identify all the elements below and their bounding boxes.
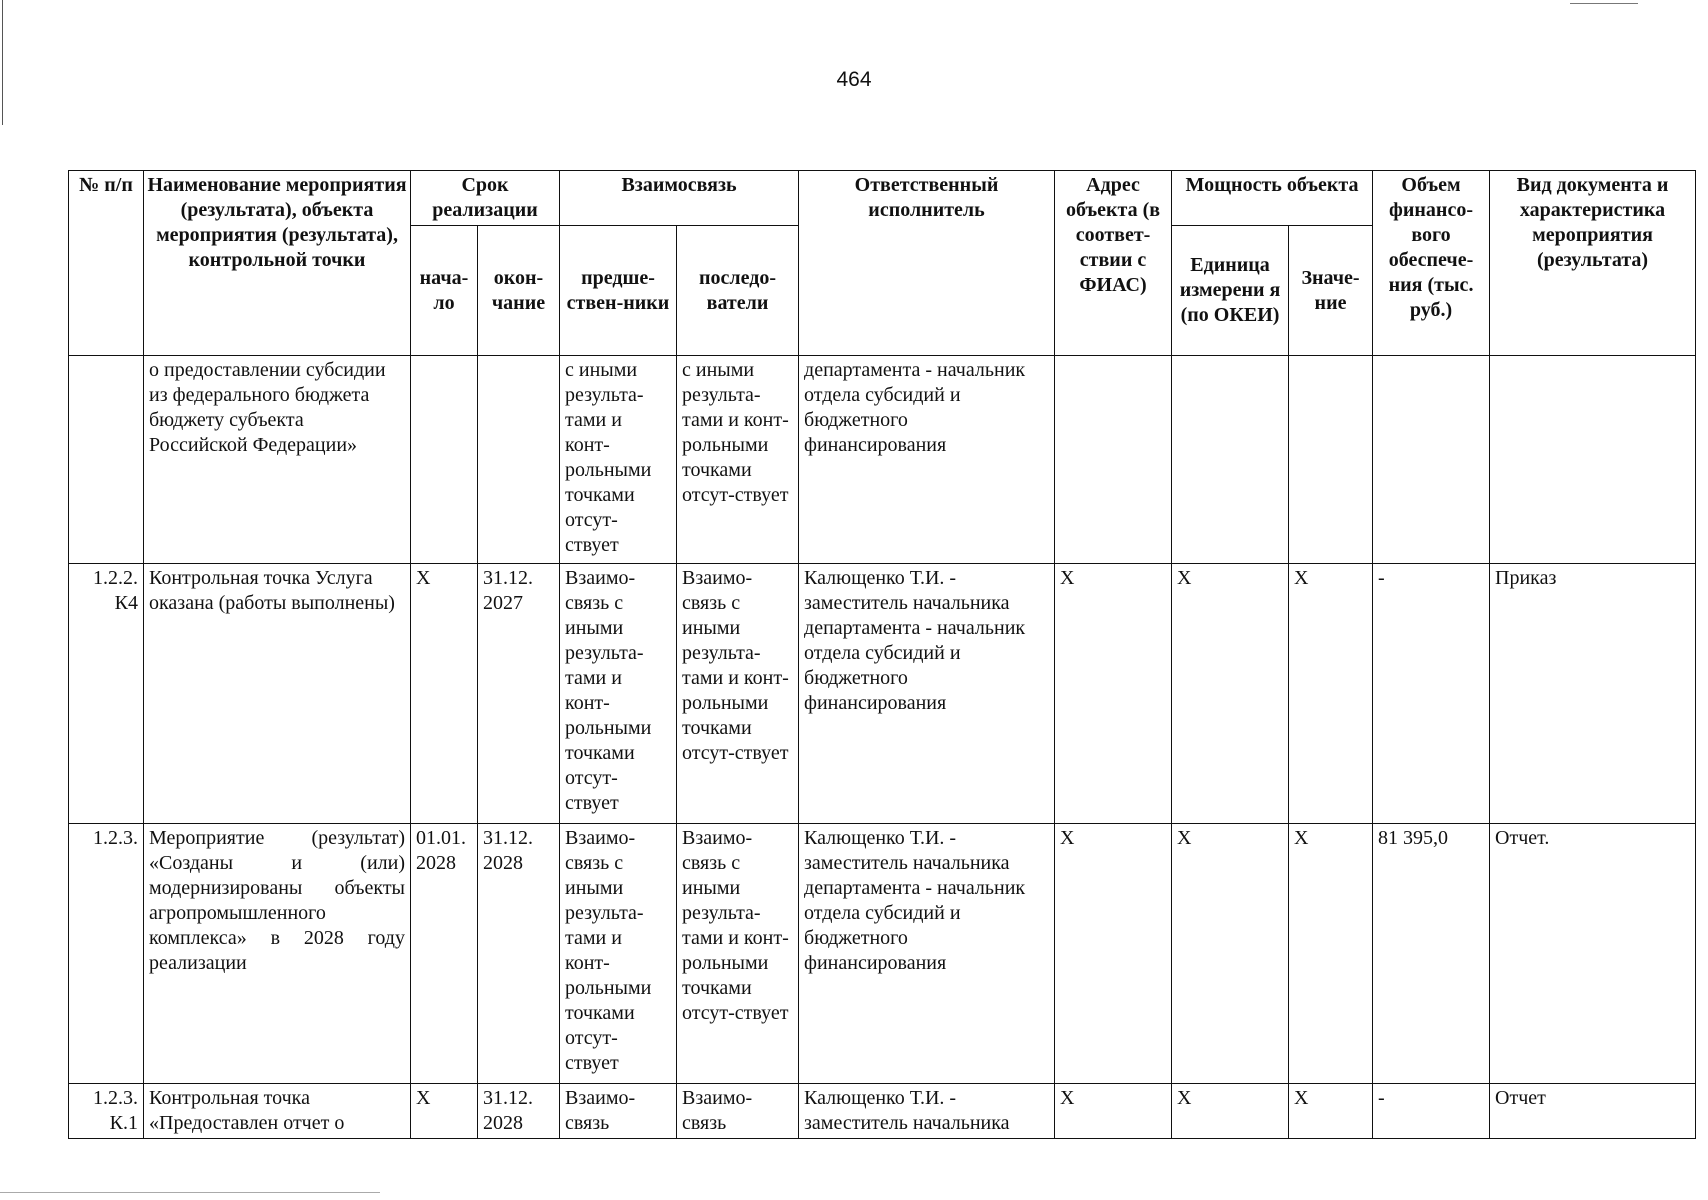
cell-finance	[1373, 356, 1490, 564]
table-row	[69, 356, 1696, 564]
cell-unit: X	[1172, 1084, 1289, 1139]
cell-value: X	[1289, 824, 1373, 1084]
cell-name: Контрольная точка Услуга оказана (работы выполнены)	[144, 564, 411, 824]
cell-value: X	[1289, 1084, 1373, 1139]
cell-responsible: Калющенко Т.И. - заместитель начальника	[799, 1084, 1055, 1139]
cell-finance: 81 395,0	[1373, 824, 1490, 1084]
cell-name: о предоставлении субсидии из федерального бюджета бюджету субъекта Российской Федерации»	[144, 356, 411, 564]
cell-prev: с иными результа-тами и конт-рольными точками отсут-ствует	[560, 356, 677, 564]
header-link-next: последо-ватели	[677, 226, 799, 356]
cell-num: 1.2.3. К.1	[69, 1084, 144, 1139]
header-finance: Объем финансо-вого обеспече-ния (тыс. руб.)	[1373, 171, 1490, 356]
cell-address: X	[1055, 1084, 1172, 1139]
scan-edge-top	[1570, 3, 1638, 4]
header-link: Взаимосвязь	[560, 171, 799, 226]
cell-next: Взаимо-связь	[677, 1084, 799, 1139]
cell-end	[478, 356, 560, 564]
cell-prev: Взаимо-связь с иными результа-тами и конт-рольными точками отсут-ствует	[560, 824, 677, 1084]
cell-doc: Отчет	[1490, 1084, 1696, 1139]
cell-unit: X	[1172, 824, 1289, 1084]
header-doc-type: Вид документа и характеристика мероприятия (результата)	[1490, 171, 1696, 356]
table-header	[69, 171, 1696, 356]
table-row	[69, 564, 1696, 824]
page-number: 464	[836, 68, 872, 91]
table-row	[69, 1084, 1696, 1139]
cell-finance: -	[1373, 1084, 1490, 1139]
cell-unit	[1172, 356, 1289, 564]
cell-prev: Взаимо-связь с иными результа-тами и конт-рольными точками отсут-ствует	[560, 564, 677, 824]
cell-end: 31.12. 2027	[478, 564, 560, 824]
header-num: № п/п	[69, 171, 144, 356]
cell-next: Взаимо-связь с иными результа-тами и конт-рольными точками отсут-ствует	[677, 564, 799, 824]
cell-value	[1289, 356, 1373, 564]
cell-name: Мероприятие (результат) «Созданы и (или) модернизированы объекты агропромышленного комплекса» в 2028 году реализации	[144, 824, 411, 1084]
cell-start: 01.01. 2028	[411, 824, 478, 1084]
cell-value: X	[1289, 564, 1373, 824]
cell-address: X	[1055, 564, 1172, 824]
header-term-start: нача-ло	[411, 226, 478, 356]
cell-next: Взаимо-связь с иными результа-тами и конт-рольными точками отсут-ствует	[677, 824, 799, 1084]
header-capacity-value: Значе-ние	[1289, 226, 1373, 356]
header-capacity: Мощность объекта	[1172, 171, 1373, 226]
cell-address: X	[1055, 824, 1172, 1084]
cell-doc: Отчет.	[1490, 824, 1696, 1084]
cell-end: 31.12. 2028	[478, 824, 560, 1084]
cell-next: с иными результа-тами и конт-рольными точками отсут-ствует	[677, 356, 799, 564]
cell-address	[1055, 356, 1172, 564]
activities-table	[68, 170, 1696, 1139]
cell-num: 1.2.2. К4	[69, 564, 144, 824]
header-capacity-unit: Единица измерени я (по ОКЕИ)	[1172, 226, 1289, 356]
cell-start: X	[411, 1084, 478, 1139]
header-term: Срок реализации	[411, 171, 560, 226]
header-link-prev: предше-ствен-ники	[560, 226, 677, 356]
cell-unit: X	[1172, 564, 1289, 824]
table-row	[69, 824, 1696, 1084]
cell-finance: -	[1373, 564, 1490, 824]
scan-edge-bottom	[0, 1192, 380, 1193]
cell-end: 31.12. 2028	[478, 1084, 560, 1139]
header-address: Адрес объекта (в соответ-ствии с ФИАС)	[1055, 171, 1172, 356]
cell-doc	[1490, 356, 1696, 564]
cell-doc: Приказ	[1490, 564, 1696, 824]
cell-num	[69, 356, 144, 564]
header-row	[69, 171, 1696, 226]
header-name: Наименование мероприятия (результата), объекта мероприятия (результата), контрольной точки	[144, 171, 411, 356]
cell-responsible: Калющенко Т.И. - заместитель начальника департамента - начальник отдела субсидий и бюджетного финансирования	[799, 564, 1055, 824]
table-body	[69, 356, 1696, 1139]
cell-responsible: департамента - начальник отдела субсидий и бюджетного финансирования	[799, 356, 1055, 564]
cell-start	[411, 356, 478, 564]
cell-responsible: Калющенко Т.И. - заместитель начальника департамента - начальник отдела субсидий и бюджетного финансирования	[799, 824, 1055, 1084]
cell-num: 1.2.3.	[69, 824, 144, 1084]
cell-name: Контрольная точка «Предоставлен отчет о	[144, 1084, 411, 1139]
header-term-end: окон-чание	[478, 226, 560, 356]
cell-prev: Взаимо-связь	[560, 1084, 677, 1139]
cell-start: X	[411, 564, 478, 824]
header-responsible: Ответственный исполнитель	[799, 171, 1055, 356]
scan-edge-left	[2, 0, 3, 125]
